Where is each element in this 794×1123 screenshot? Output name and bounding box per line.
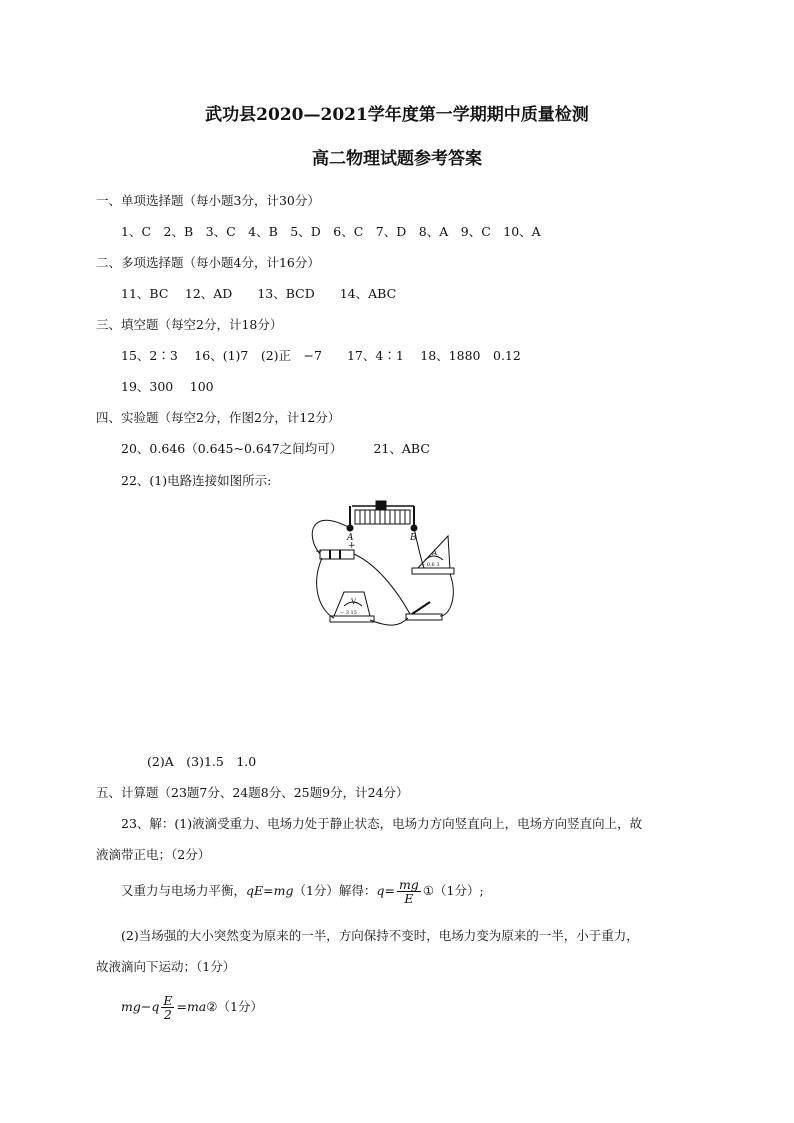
wire-4: [440, 574, 453, 616]
section-2-heading: 二、多项选择题（每小题4分，计16分）: [96, 255, 320, 270]
terminal-a: [347, 525, 353, 531]
label-b: B: [410, 533, 417, 543]
equation-2: [121, 992, 263, 1022]
eq-qe-mg: qE=mg: [246, 883, 294, 898]
voltmeter-scale: − 3 15: [340, 610, 357, 616]
switch-lever: [412, 602, 430, 614]
voltmeter-base: [330, 616, 374, 622]
section-1-heading: 一、单项选择题（每小题3分，计30分）: [96, 193, 320, 208]
section-4-answers-line3: (2)A (3)1.5 1.0: [147, 754, 257, 769]
battery-plus: +: [348, 541, 356, 551]
section-4-heading: 四、实验题（每空2分，作图2分，计12分）: [96, 410, 341, 425]
eq-q: q: [376, 883, 385, 898]
fraction-denominator: E: [404, 891, 414, 906]
wire-6: [370, 618, 408, 625]
section-5-heading: 五、计算题（23题7分、24题8分、25题9分，计24分）: [96, 785, 409, 800]
ammeter-label: A: [432, 549, 438, 557]
section-2-answers: 11、BC 12、AD 13、BCD 14、ABC: [121, 286, 397, 301]
eq-sign: =: [384, 883, 395, 898]
eq-prefix: 又重力与电场力平衡，: [121, 883, 247, 898]
section-4-answers-line2: 22、(1)电路连接如图所示:: [121, 473, 272, 488]
fraction-numerator: E: [163, 993, 173, 1008]
section-4-answers-line1: 20、0.646（0.645~0.647之间均可） 21、ABC: [121, 441, 430, 456]
wire-5: [317, 558, 334, 618]
fraction-mg-over-e: [397, 878, 421, 905]
section-3-answers-line1: 15、2∶3 16、(1)7 (2)正 −7 17、4∶1 18、1880 0.12: [121, 348, 521, 363]
section-1-answers: 1、C 2、B 3、C 4、B 5、D 6、C 7、D 8、A 9、C 10、A: [121, 224, 541, 239]
page-subtitle: 高二物理试题参考答案: [312, 149, 482, 169]
section-3-answers-line2: 19、300 100: [121, 379, 214, 394]
eq2-tag: ②（1分）: [206, 999, 263, 1014]
eq2-post: =ma: [176, 999, 207, 1014]
battery: [320, 550, 354, 559]
section-3-heading: 三、填空题（每空2分，计18分）: [96, 317, 283, 332]
ammeter-base: [412, 568, 454, 574]
rheostat-windings: [360, 510, 405, 524]
problem-23-line2: 液滴带正电；（2分）: [96, 847, 211, 862]
fraction-denominator: 2: [163, 1007, 172, 1022]
rheostat-coil: [355, 510, 410, 524]
battery-minus: −: [315, 547, 323, 557]
problem-23b-line2: 故液滴向下运动；（1分）: [96, 959, 236, 974]
switch-base: [406, 614, 442, 620]
voltmeter-label: V: [351, 598, 357, 606]
problem-23b-line1: (2)当场强的大小突然变为原来的一半，方向保持不变时，电场力变为原来的一半，小于重力，: [121, 928, 639, 943]
eq-tag: ①（1分）;: [422, 883, 484, 898]
rheostat-slider: [376, 501, 386, 509]
label-a: A: [347, 533, 354, 543]
problem-23-equation-line: [121, 876, 484, 906]
circuit-diagram: [300, 496, 460, 644]
eq-mid: （1分）解得：: [293, 883, 377, 898]
page-title: 武功县2020—2021学年度第一学期期中质量检测: [205, 105, 589, 125]
problem-23-line1: 23、解：(1)液滴受重力、电场力处于静止状态，电场力方向竖直向上，电场方向竖直向上，故: [121, 816, 643, 831]
fraction-e-over-2: [161, 994, 174, 1021]
ammeter-scale: − 0.6 3: [421, 562, 440, 568]
fraction-numerator: mg: [398, 877, 419, 892]
eq2-prefix: mg−q: [121, 999, 160, 1014]
